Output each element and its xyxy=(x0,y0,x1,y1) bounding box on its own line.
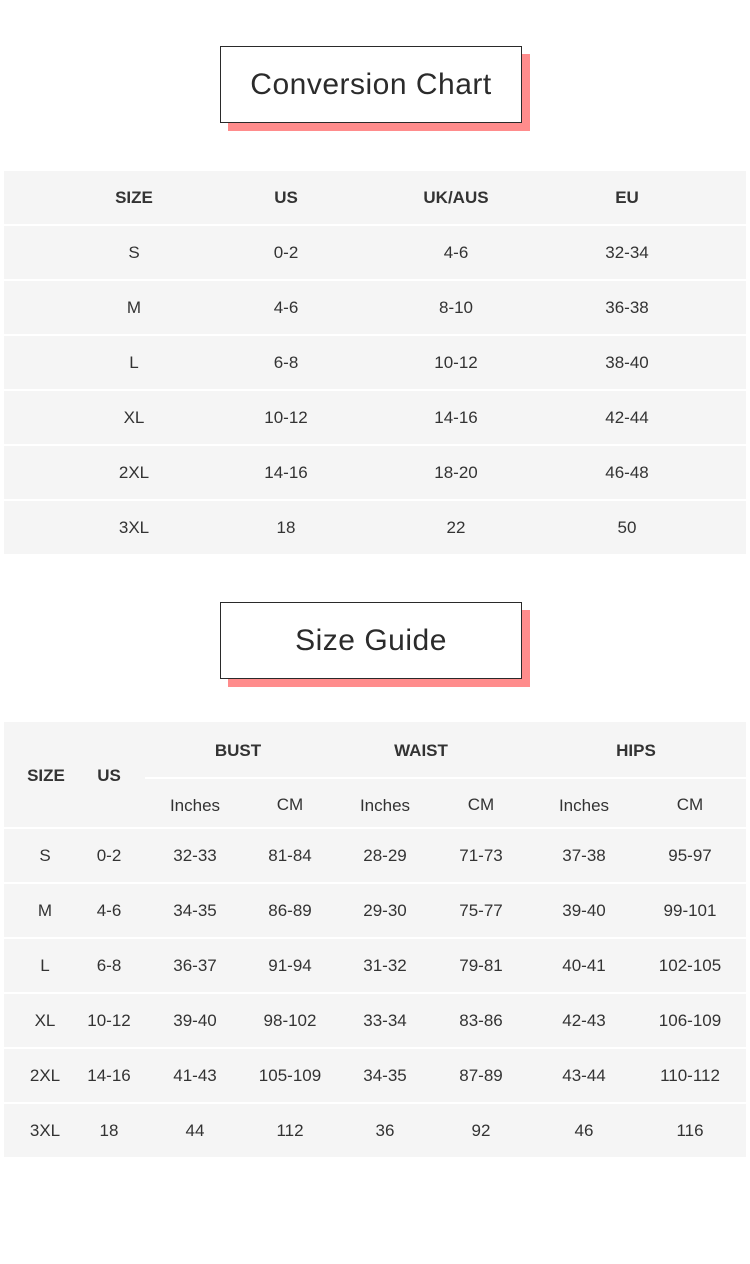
table-cell: 2XL xyxy=(29,1065,61,1085)
table-cell: 87-89 xyxy=(459,1065,503,1085)
table-cell: 0-2 xyxy=(96,845,122,865)
table-row xyxy=(4,391,746,444)
table-cell: 10-12 xyxy=(264,407,308,427)
size-guide-title: Size Guide xyxy=(220,602,522,679)
table-cell: S xyxy=(39,845,51,865)
table-cell: XL xyxy=(34,1010,56,1030)
subheader-bust-cm: CM xyxy=(276,795,304,814)
table-cell: 10-12 xyxy=(87,1010,131,1030)
table-cell: 3XL xyxy=(118,517,150,537)
subheader-waist-cm: CM xyxy=(467,795,495,814)
table-cell: 102-105 xyxy=(658,955,722,975)
table-cell: 14-16 xyxy=(434,407,478,427)
table-cell: 106-109 xyxy=(658,1010,722,1030)
header-size: SIZE xyxy=(27,766,65,785)
table-row xyxy=(4,446,746,499)
table-cell: 29-30 xyxy=(363,900,407,920)
table-cell: S xyxy=(128,242,140,262)
table-row xyxy=(4,884,746,937)
table-cell: 4-6 xyxy=(443,242,469,262)
table-cell: 36 xyxy=(375,1120,395,1140)
table-cell: XL xyxy=(123,407,145,427)
table-cell: 71-73 xyxy=(459,845,503,865)
header-bust: BUST xyxy=(214,741,262,760)
header-cell: EU xyxy=(615,187,639,207)
table-cell: 43-44 xyxy=(562,1065,606,1085)
table-cell: 86-89 xyxy=(268,900,312,920)
table-cell: 32-33 xyxy=(173,845,217,865)
table-row xyxy=(4,501,746,554)
size-guide-header xyxy=(4,722,746,827)
table-cell: 4-6 xyxy=(273,297,299,317)
table-row xyxy=(4,281,746,334)
table-header-row xyxy=(4,171,746,224)
table-cell: 95-97 xyxy=(668,845,712,865)
table-cell: L xyxy=(129,352,139,372)
table-cell: 39-40 xyxy=(173,1010,217,1030)
subheader-hips-inches: Inches xyxy=(558,796,610,815)
table-cell: 110-112 xyxy=(660,1065,720,1085)
table-cell: 42-43 xyxy=(562,1010,606,1030)
table-row xyxy=(4,994,746,1047)
table-cell: 6-8 xyxy=(273,352,299,372)
table-cell: 75-77 xyxy=(459,900,503,920)
table-cell: 34-35 xyxy=(363,1065,407,1085)
table-cell: 37-38 xyxy=(562,845,606,865)
table-cell: 79-81 xyxy=(459,955,503,975)
table-cell: 8-10 xyxy=(438,297,474,317)
table-cell: M xyxy=(37,900,53,920)
subheader-hips-cm: CM xyxy=(676,795,704,814)
table-cell: 41-43 xyxy=(173,1065,217,1085)
table-cell: 39-40 xyxy=(562,900,606,920)
table-cell: 91-94 xyxy=(268,955,312,975)
table-cell: 32-34 xyxy=(605,242,649,262)
header-waist: WAIST xyxy=(394,741,448,760)
table-row xyxy=(4,829,746,882)
table-cell: 18-20 xyxy=(434,462,478,482)
table-cell: 22 xyxy=(446,517,466,537)
table-cell: 4-6 xyxy=(96,900,122,920)
table-row xyxy=(4,336,746,389)
table-cell: 33-34 xyxy=(363,1010,407,1030)
table-cell: 98-102 xyxy=(263,1010,317,1030)
table-cell: 92 xyxy=(471,1120,491,1140)
header-cell: US xyxy=(274,187,298,207)
table-cell: 105-109 xyxy=(258,1065,322,1085)
table-cell: M xyxy=(126,297,142,317)
table-cell: 116 xyxy=(676,1120,704,1140)
table-cell: 44 xyxy=(185,1120,205,1140)
table-cell: 18 xyxy=(276,517,296,537)
conversion-chart-table xyxy=(4,171,746,556)
table-cell: 10-12 xyxy=(434,352,478,372)
table-cell: 28-29 xyxy=(363,845,407,865)
table-cell: 81-84 xyxy=(268,845,312,865)
subheader-bust-inches: Inches xyxy=(169,796,221,815)
size-guide-table xyxy=(4,722,746,1159)
table-cell: 14-16 xyxy=(264,462,308,482)
table-cell: 6-8 xyxy=(96,955,122,975)
table-cell: 36-38 xyxy=(605,297,649,317)
table-row xyxy=(4,939,746,992)
table-cell: 34-35 xyxy=(173,900,217,920)
table-cell: 46 xyxy=(574,1120,594,1140)
table-cell: L xyxy=(40,955,50,975)
header-hips: HIPS xyxy=(616,741,656,760)
table-cell: 2XL xyxy=(118,462,150,482)
header-cell: UK/AUS xyxy=(423,187,489,207)
table-row xyxy=(4,1104,746,1157)
table-cell: 99-101 xyxy=(663,900,717,920)
table-cell: 14-16 xyxy=(87,1065,131,1085)
size-guide-rows xyxy=(4,829,746,1157)
table-cell: 40-41 xyxy=(562,955,606,975)
subheader-waist-inches: Inches xyxy=(359,796,411,815)
size-guide-title-block xyxy=(220,602,532,688)
table-cell: 50 xyxy=(617,517,637,537)
table-cell: 0-2 xyxy=(273,242,299,262)
table-cell: 31-32 xyxy=(363,955,407,975)
table-cell: 42-44 xyxy=(605,407,649,427)
conversion-chart-title: Conversion Chart xyxy=(220,46,522,123)
table-cell: 46-48 xyxy=(605,462,649,482)
table-row xyxy=(4,226,746,279)
table-cell: 3XL xyxy=(29,1120,61,1140)
header-cell: SIZE xyxy=(115,187,153,207)
header-us: US xyxy=(97,766,121,785)
table-cell: 112 xyxy=(276,1120,304,1140)
table-row xyxy=(4,1049,746,1102)
table-cell: 36-37 xyxy=(173,955,217,975)
table-cell: 83-86 xyxy=(459,1010,503,1030)
conversion-chart-title-block xyxy=(220,46,532,132)
table-cell: 38-40 xyxy=(605,352,649,372)
table-cell: 18 xyxy=(99,1120,119,1140)
